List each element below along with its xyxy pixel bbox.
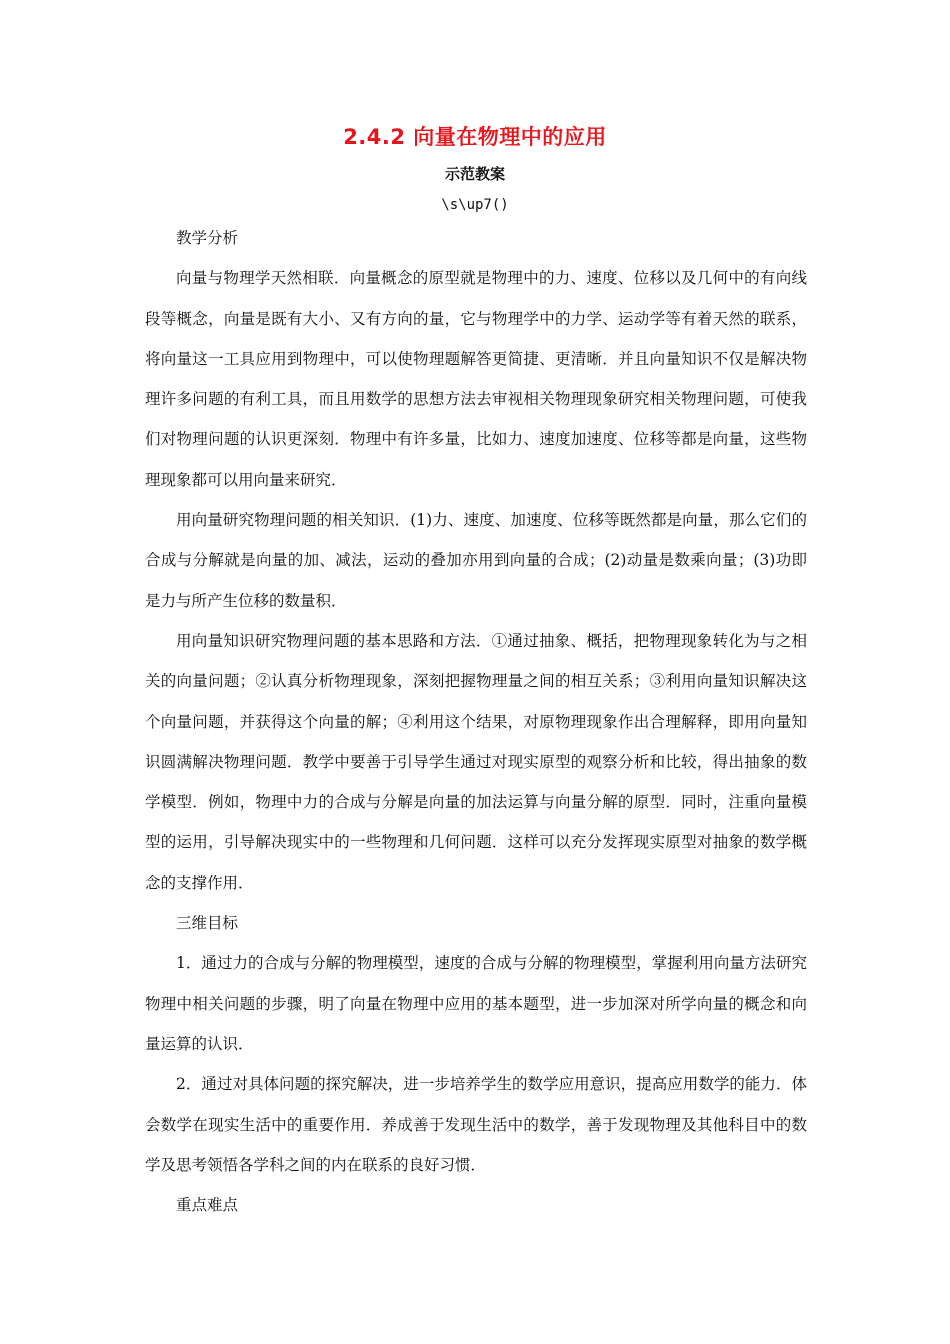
body-paragraph: 2．通过对具体问题的探究解决，进一步培养学生的数学应用意识，提高应用数学的能力．体会数学在现实生活中的重要作用．养成善于发现生活中的数学，善于发现物理及其他科目中的数学及思考领悟各学科之间的内在联系的良好习惯． bbox=[145, 1075, 807, 1174]
section-heading-three-dimensional-goals: 三维目标 bbox=[176, 914, 239, 933]
body-paragraph: 用向量知识研究物理问题的基本思路和方法．①通过抽象、概括，把物理现象转化为与之相关的向量问题；②认真分析物理现象，深刻把握物理量之间的相互关系；③利用向量知识解决这个向量问题，并获得这个向量的解；④利用这个结果，对原物理现象作出合理解释，即用向量知识圆满解决物理问题．教学中要善于引导学生通过对现实原型的观察分析和比较，得出抽象的数学模型．例如，物理中力的合成与分解是向量的加法运算与向量分解的原型．同时，注重向量模型的运用，引导解决现实中的一些物理和几何问题．这样可以充分发挥现实原型对抽象的数学概念的支撑作用． bbox=[145, 631, 807, 892]
body-paragraph: 1．通过力的合成与分解的物理模型，速度的合成与分解的物理模型，掌握利用向量方法研究物理中相关问题的步骤，明了向量在物理中应用的基本题型，进一步加深对所学向量的概念和向量运算的认识． bbox=[145, 954, 807, 1053]
body-paragraph: 用向量研究物理问题的相关知识．(1)力、速度、加速度、位移等既然都是向量，那么它们的合成与分解就是向量的加、减法，运动的叠加亦用到向量的合成；(2)动量是数乘向量；(3)功即是力与所产生位移的数量积． bbox=[145, 511, 807, 610]
document-title: 2.4.2 向量在物理中的应用 bbox=[343, 125, 607, 149]
body-paragraph: 向量与物理学天然相联．向量概念的原型就是物理中的力、速度、位移以及几何中的有向线段等概念，向量是既有大小、又有方向的量，它与物理学中的力学、运动学等有着天然的联系，将向量这一工具应用到物理中，可以使物理题解答更简捷、更清晰．并且向量知识不仅是解决物理许多问题的有利工具，而且用数学的思想方法去审视相关物理现象研究相关物理问题，可使我们对物理问题的认识更深刻．物理中有许多量，比如力、速度加速度、位移等都是向量，这些物理现象都可以用向量来研究． bbox=[145, 269, 807, 489]
section-heading-teaching-analysis: 教学分析 bbox=[176, 229, 239, 247]
document-subtitle: 示范教案 bbox=[444, 165, 505, 183]
document-body bbox=[145, 218, 807, 1225]
section-heading-key-difficulties: 重点难点 bbox=[176, 1196, 239, 1215]
field-code-text: \s\up7() bbox=[441, 197, 509, 213]
